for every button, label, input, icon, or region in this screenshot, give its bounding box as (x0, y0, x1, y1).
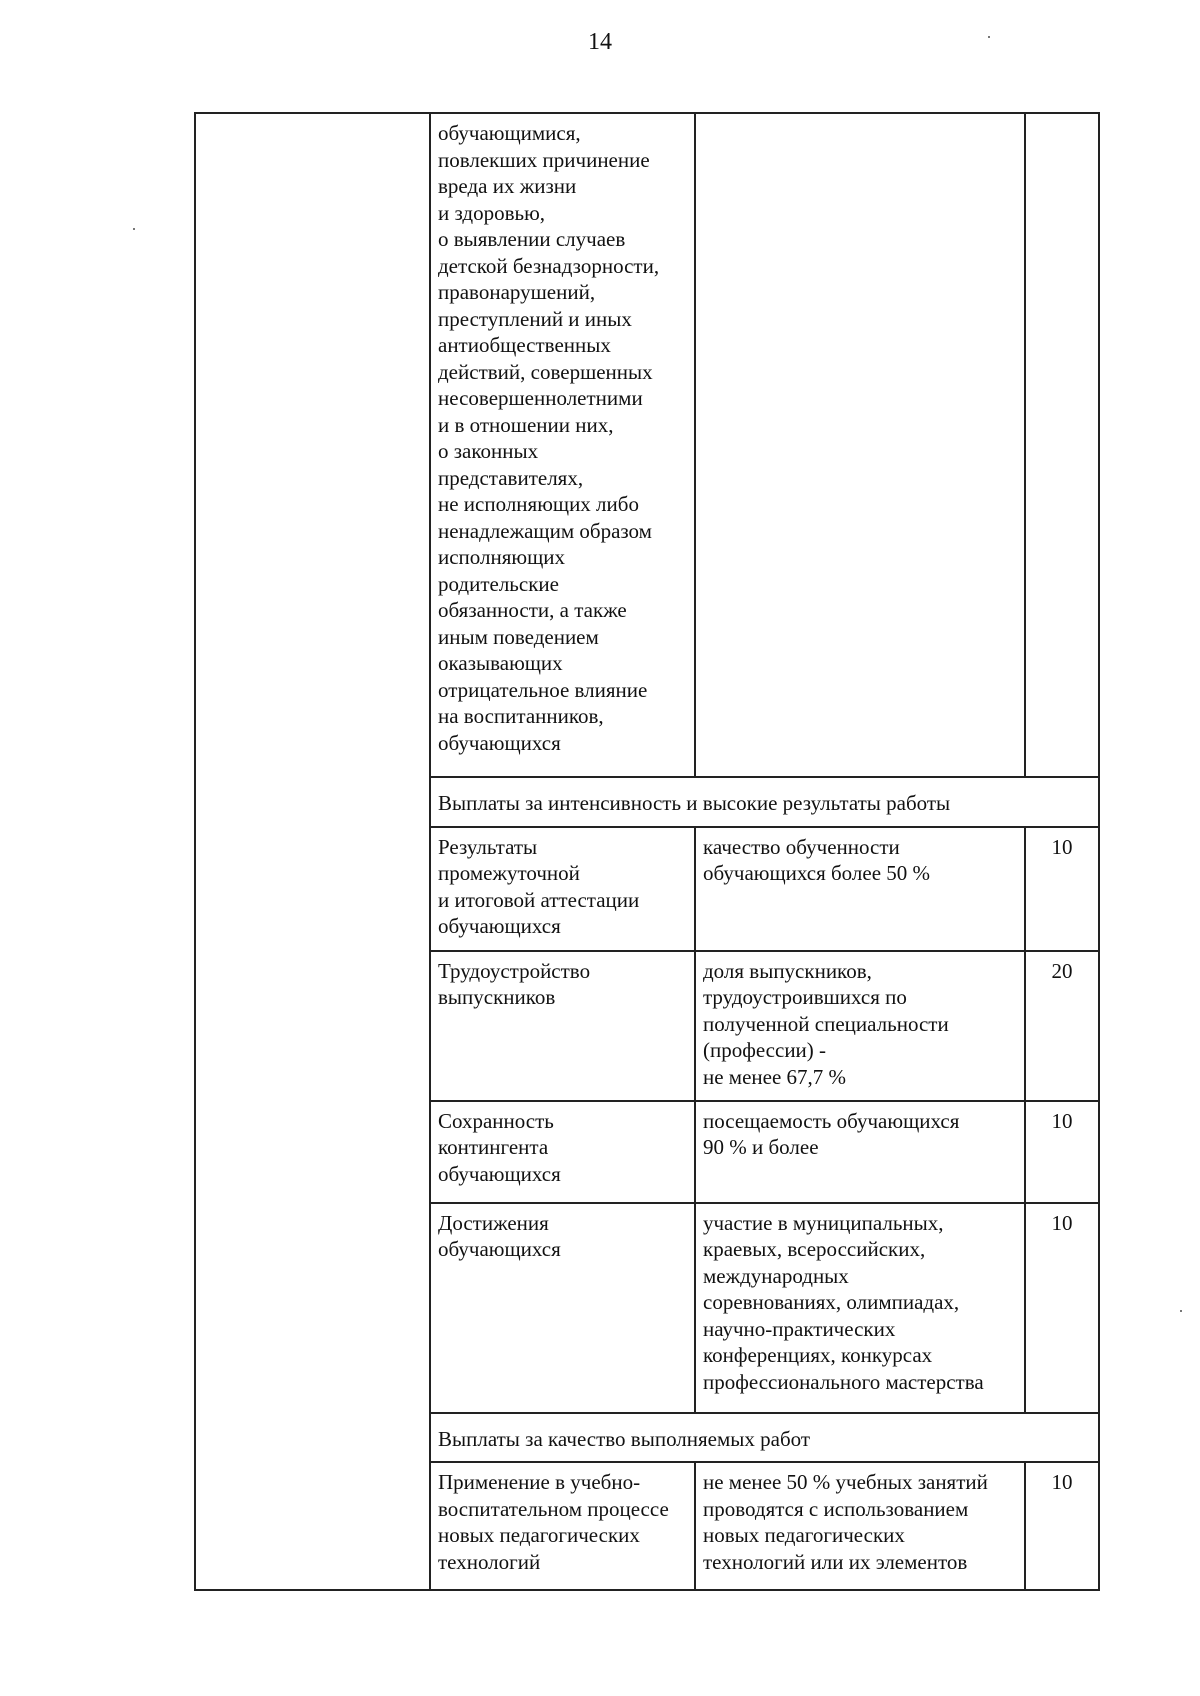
position-cell (195, 113, 430, 1590)
criterion-cell: обучающимися, повлекших причинение вреда их жизни и здоровью, о выявлении случаев детской безнадзорности, правонарушений, преступлений и иных антиобщественных действий, совершенных несовершеннолетними и в отношении них, о законных представителях, не исполняющих либо ненадлежащим образом исполняющих родительские обязанности, а также иным поведением оказывающих отрицательное влияние на воспитанников, обучающихся (430, 113, 695, 777)
condition-cell: посещаемость обучающихся 90 % и более (695, 1101, 1025, 1203)
criterion-cell: Применение в учебно- воспитательном процессе новых педагогических технологий (430, 1462, 695, 1590)
score-cell: 10 (1025, 1203, 1099, 1413)
score-cell: 10 (1025, 1101, 1099, 1203)
page-number: 14 (588, 29, 612, 55)
condition-cell: участие в муниципальных, краевых, всероссийских, международных соревнованиях, олимпиадах, научно-практических конференциях, конкурсах профессионального мастерства (695, 1203, 1025, 1413)
criterion-cell: Сохранность контингента обучающихся (430, 1101, 695, 1203)
score-cell (1025, 113, 1099, 777)
condition-cell: не менее 50 % учебных занятий проводятся с использованием новых педагогических технологий или их элементов (695, 1462, 1025, 1590)
criterion-cell: Результаты промежуточной и итоговой аттестации обучающихся (430, 827, 695, 951)
condition-cell: качество обученности обучающихся более 50 % (695, 827, 1025, 951)
criterion-cell: Достижения обучающихся (430, 1203, 695, 1413)
section-title: Выплаты за интенсивность и высокие результаты работы (430, 777, 1099, 827)
score-cell: 10 (1025, 1462, 1099, 1590)
section-title: Выплаты за качество выполняемых работ (430, 1413, 1099, 1463)
criterion-cell: Трудоустройство выпускников (430, 951, 695, 1101)
scan-speck (133, 228, 135, 230)
score-cell: 10 (1025, 827, 1099, 951)
score-cell: 20 (1025, 951, 1099, 1101)
condition-cell: доля выпускников, трудоустроившихся по полученной специальности (профессии) - не менее 67,7 % (695, 951, 1025, 1101)
table-row (195, 113, 1099, 777)
criteria-table (194, 112, 1100, 1591)
condition-cell (695, 113, 1025, 777)
scan-speck (1180, 1310, 1182, 1312)
scan-speck (988, 36, 990, 38)
